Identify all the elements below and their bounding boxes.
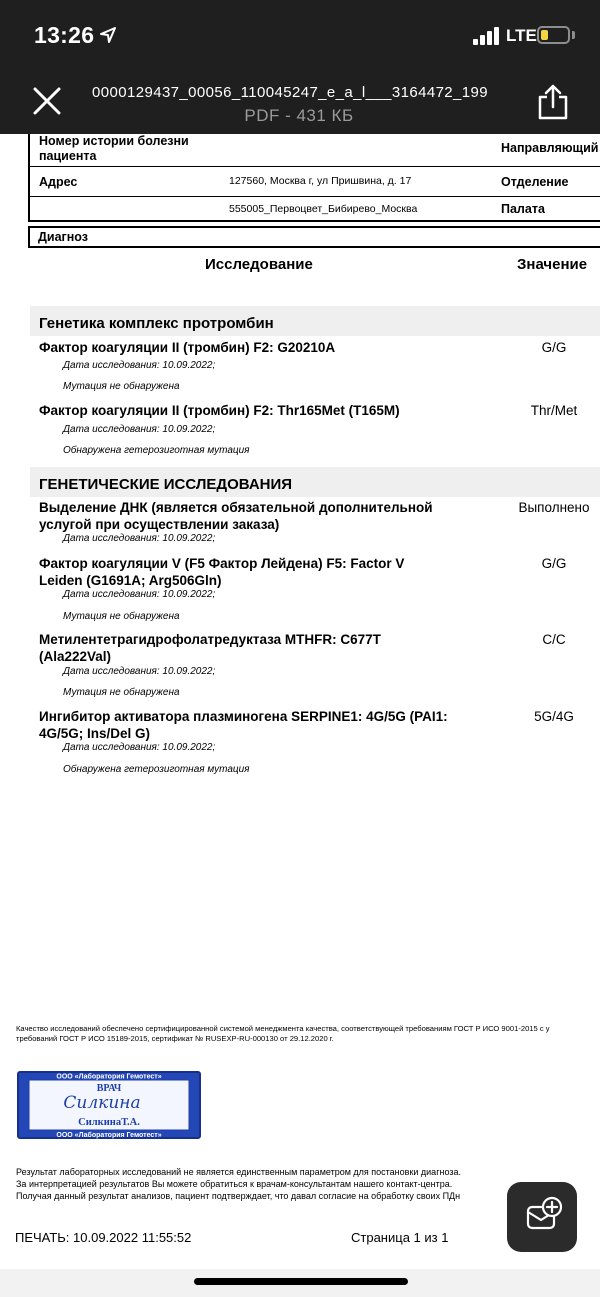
test-name: Фактор коагуляции V (F5 Фактор Лейдена) F5: Factor V	[39, 556, 405, 571]
document-title: 0000129437_00056_110045247_e_a_l___3164472_199	[92, 84, 489, 101]
history-label: Номер истории болезни пациента	[39, 134, 189, 163]
table-divider	[30, 166, 600, 167]
test-value: G/G	[541, 340, 567, 355]
test-date: Дата исследования: 10.09.2022;	[63, 666, 216, 677]
doctor-stamp	[16, 1070, 202, 1140]
address-label: Адрес	[39, 175, 78, 189]
page-number: Страница 1 из 1	[351, 1230, 449, 1245]
markup-button[interactable]	[507, 1182, 577, 1252]
test-value: 5G/4G	[534, 709, 574, 724]
signature: Силкина	[63, 1093, 141, 1113]
disclaimer-line: За интерпретацией результатов Вы можете обратиться к врачам-консультантам нашего контакт-центра.	[16, 1179, 453, 1189]
ward-label: Палата	[501, 202, 545, 216]
test-name: услугой при осуществлении заказа)	[39, 517, 280, 532]
section-prothrombin: Генетика комплекс протромбин	[30, 306, 600, 336]
battery-icon	[537, 26, 570, 44]
pdf-page[interactable]	[0, 134, 600, 1269]
stamp-role: ВРАЧ	[96, 1083, 122, 1094]
test-name: Метилентетрагидрофолатредуктаза MTHFR: C677T	[39, 632, 381, 647]
column-value: Значение	[517, 256, 588, 273]
stamp-top-text: ООО «Лаборатория Гемотест»	[56, 1073, 162, 1081]
test-date: Дата исследования: 10.09.2022;	[63, 360, 216, 371]
markup-mail-icon	[507, 1182, 577, 1252]
test-value: G/G	[541, 556, 567, 571]
test-comment: Обнаружена гетерозиготная мутация	[63, 764, 250, 775]
test-date: Дата исследования: 10.09.2022;	[63, 424, 216, 435]
home-indicator[interactable]	[194, 1278, 408, 1285]
test-value: Выполнено	[518, 500, 590, 515]
diagnosis-row	[28, 226, 600, 248]
address-value: 127560, Москва г, ул Пришвина, д. 17	[229, 175, 412, 187]
quality-note: Качество исследований обеспечено сертифицированной системой менеджмента качества, соответствующей требованиям ГОСТ Р ИСО 9001-2015 с у	[16, 1024, 550, 1033]
table-divider	[30, 196, 600, 197]
document-info: PDF - 431 КБ	[244, 106, 354, 125]
test-comment: Мутация не обнаружена	[63, 611, 180, 622]
location-arrow-icon	[100, 27, 116, 43]
diagnosis-label: Диагноз	[38, 230, 88, 244]
stamp-doctor-name: СилкинаТ.А.	[78, 1117, 140, 1128]
test-name: (Ala222Val)	[39, 649, 112, 664]
test-value: Thr/Met	[530, 403, 578, 418]
test-date: Дата исследования: 10.09.2022;	[63, 589, 216, 600]
disclaimer-line: Результат лабораторных исследований не является единственным параметром для постановки диагноза.	[16, 1167, 461, 1177]
status-time: 13:26	[34, 22, 95, 48]
battery-tip	[572, 31, 575, 39]
test-comment: Обнаружена гетерозиготная мутация	[63, 445, 250, 456]
patient-header-table	[28, 134, 600, 222]
test-comment: Мутация не обнаружена	[63, 381, 180, 392]
cellular-signal-icon	[473, 27, 501, 45]
stamp-bottom-text: ООО «Лаборатория Гемотест»	[56, 1132, 162, 1139]
test-name: Фактор коагуляции II (тромбин) F2: Thr165Met (T165M)	[39, 403, 400, 418]
test-comment: Мутация не обнаружена	[63, 687, 180, 698]
disclaimer-line: Получая данный результат анализов, пациент подтверждает, что давал согласие на обработку своих ПДн	[16, 1191, 461, 1201]
print-timestamp: ПЕЧАТЬ: 10.09.2022 11:55:52	[15, 1230, 192, 1245]
test-value: C/C	[542, 632, 566, 647]
referring-label: Направляющий	[501, 141, 599, 155]
test-name: Leiden (G1691A; Arg506Gln)	[39, 573, 222, 588]
test-name: 4G/5G; Ins/Del G)	[39, 726, 151, 741]
share-icon[interactable]	[537, 84, 569, 120]
test-date: Дата исследования: 10.09.2022;	[63, 533, 216, 544]
viewer-top-bar	[0, 0, 600, 134]
test-name: Ингибитор активатора плазминогена SERPINE1: 4G/5G (PAI1:	[39, 709, 448, 724]
network-type: LTE	[506, 26, 537, 45]
clinic-value: 555005_Первоцвет_Бибирево_Москва	[229, 203, 418, 215]
quality-note: требований ГОСТ Р ИСО 15189-2015, сертификат № RUSEXP-RU-000130 от 29.12.2020 г.	[16, 1034, 334, 1043]
test-date: Дата исследования: 10.09.2022;	[63, 742, 216, 753]
column-study: Исследование	[205, 256, 313, 273]
department-label: Отделение	[501, 175, 569, 189]
section-genetic: ГЕНЕТИЧЕСКИЕ ИССЛЕДОВАНИЯ	[30, 467, 600, 497]
test-name: Выделение ДНК (является обязательной дополнительной	[39, 500, 433, 515]
test-name: Фактор коагуляции II (тромбин) F2: G20210A	[39, 340, 336, 355]
close-icon[interactable]	[30, 84, 64, 118]
